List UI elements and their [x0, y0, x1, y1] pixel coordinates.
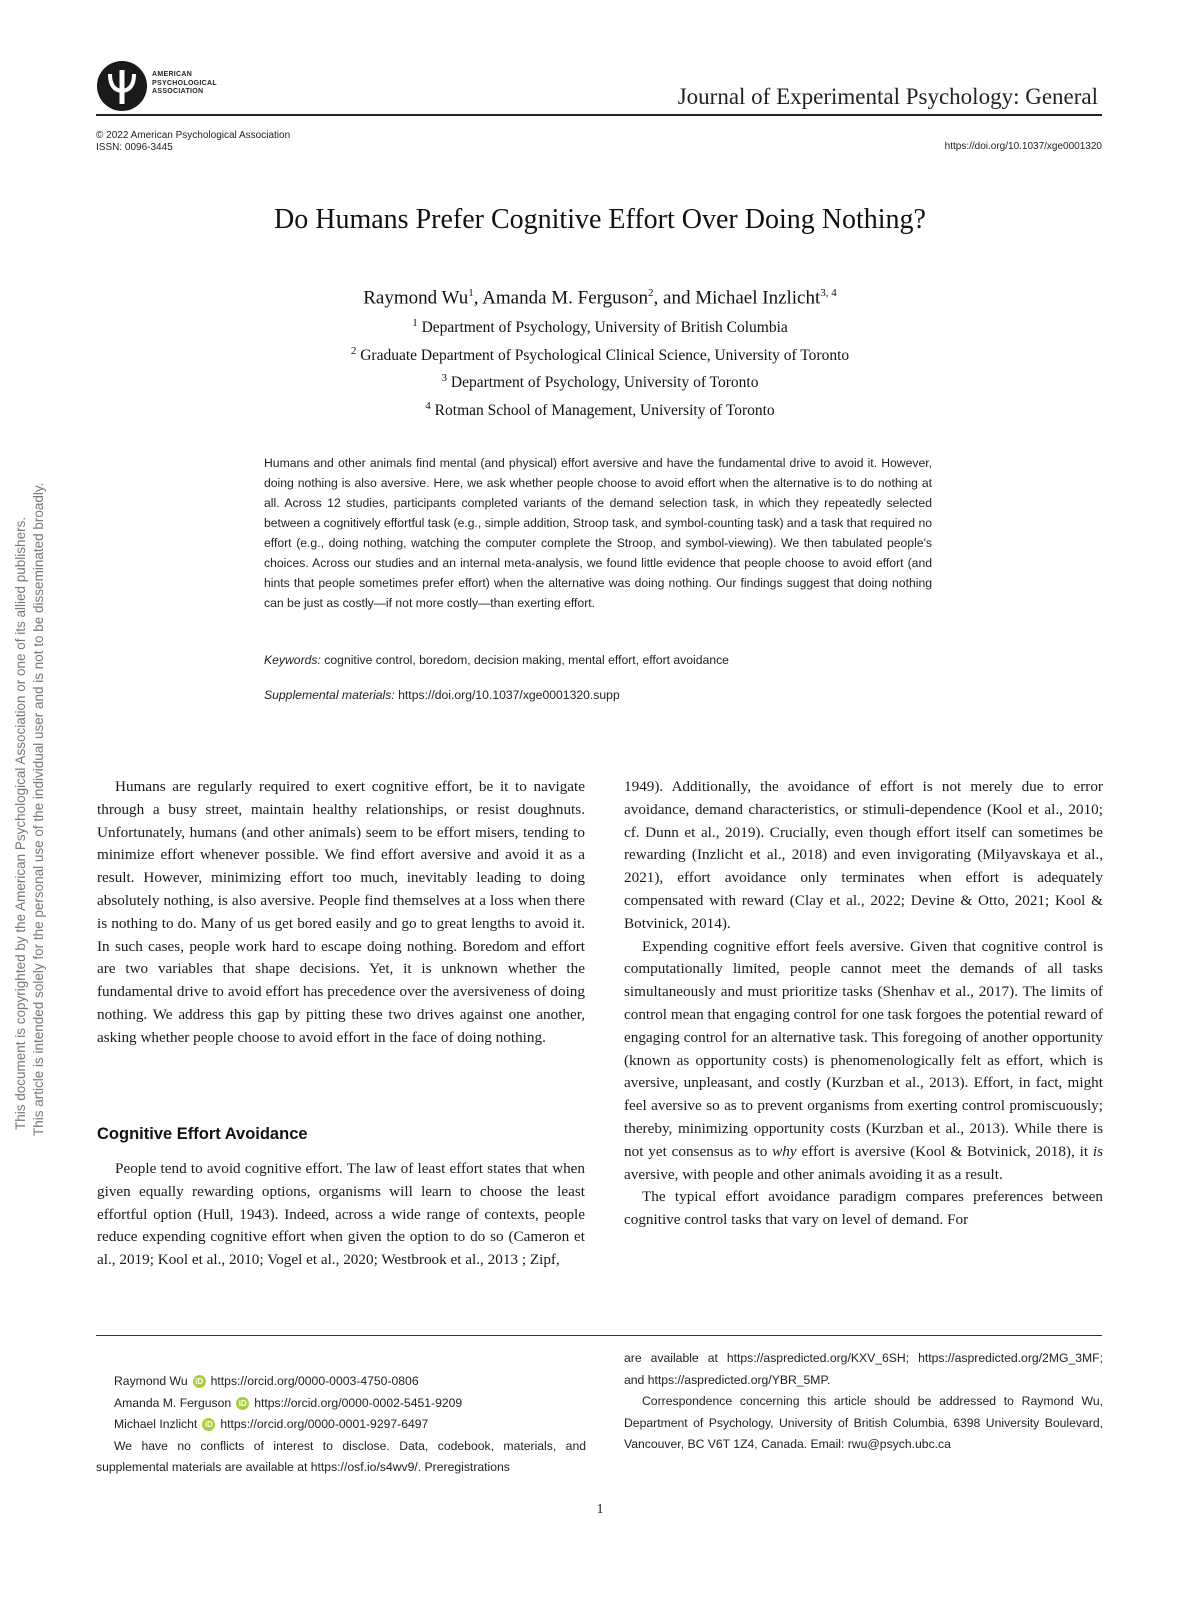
footnote-rule	[96, 1335, 1102, 1336]
author-name: Amanda M. Ferguson	[482, 287, 649, 309]
orcid-author: Michael Inzlicht	[114, 1417, 198, 1431]
orcid-link[interactable]: https://orcid.org/0000-0003-4750-0806	[210, 1374, 419, 1388]
orcid-icon: iD	[236, 1397, 249, 1410]
supplemental-label: Supplemental materials:	[264, 688, 395, 702]
right-column	[624, 776, 1103, 1232]
logo-line-3: ASSOCIATION	[152, 88, 204, 95]
sidebar-line-2: This article is intended solely for the personal use of the individual user and is not to be disseminated broadly.	[31, 482, 46, 1136]
orcid-icon: iD	[193, 1375, 206, 1388]
text-span: effort is aversive (Kool & Botvinick, 2018), it	[796, 1142, 1093, 1160]
section-paragraph: People tend to avoid cognitive effort. The law of least effort states that when given equally rewarding options, organisms will learn to choose the least effortful option (Hull, 1943). Indeed, across a wide range of contexts, people reduce expending cognitive effort when given the option to do so (Cameron et al., 2019; Kool et al., 2010; Vogel et al., 2020; Westbrook et al., 2013 ; Zipf,	[97, 1160, 585, 1269]
right-paragraph-1: 1949). Additionally, the avoidance of effort is not merely due to error avoidance, demand characteristics, or stimuli-dependence (Kool et al., 2010; cf. Dunn et al., 2019). Crucially, even though effort itself can sometimes be rewarding (Inzlicht et al., 2018) and even invigorating (Milyavskaya et al., 2021), effort avoidance only terminates when effort is adequately compensated with reward (Clay et al., 2022; Devine & Otto, 2021; Kool & Botvinick, 2014).	[624, 778, 1103, 932]
logo-line-2: PSYCHOLOGICAL	[152, 79, 217, 87]
author-sep: , and	[653, 287, 696, 309]
prereg-note: are available at https://aspredicted.org/KXV_6SH; https://aspredicted.org/2MG_3MF; and https://aspredicted.org/YBR_5MP.	[624, 1351, 1103, 1387]
copyright-sidebar	[0, 0, 60, 1600]
apa-logo	[96, 60, 246, 116]
header-rule	[96, 114, 1102, 116]
orcid-row	[96, 1414, 586, 1436]
keywords-text: cognitive control, boredom, decision making, mental effort, effort avoidance	[324, 653, 729, 667]
orcid-icon: iD	[202, 1418, 215, 1431]
affiliation	[0, 340, 1200, 368]
affiliation-sup: 1	[412, 317, 418, 329]
orcid-author: Raymond Wu	[114, 1374, 188, 1388]
apa-logo-text	[152, 71, 217, 97]
affiliation	[0, 367, 1200, 395]
affiliation-text: Department of Psychology, University of Toronto	[450, 374, 759, 392]
orcid-link[interactable]: https://orcid.org/0000-0001-9297-6497	[220, 1417, 429, 1431]
affiliation-sup: 2	[350, 344, 357, 357]
left-column-section	[97, 1158, 585, 1272]
keywords	[264, 653, 932, 667]
orcid-author: Amanda M. Ferguson	[114, 1395, 232, 1410]
supplemental-materials	[264, 688, 932, 702]
text-span: Expending cognitive effort feels aversive. Given that cognitive control is computationally limited, people cannot meet the demands of all tasks simultaneously and must prioritize tasks (Shenhav et al., 2017). The limits of control mean that engaging control for one task forgoes the potential reward of engaging control for an alternative task. This foregoing of another opportunity (known as opportunity costs) is phenomenologically felt as effort, which is aversive, unpleasant, and costly (Kurzban et al., 2013). Effort, in fact, might feel aversive so as to prevent organisms from exerting control promiscuously; thereby, minimizing opportunity costs (Kurzban et al., 2013). While there is not yet consensus as to	[624, 937, 1103, 1160]
author-list	[0, 287, 1200, 309]
intro-paragraph: Humans are regularly required to exert cognitive effort, be it to navigate through a busy street, maintain healthy relationships, or resist doughnuts. Unfortunately, humans (and other animals) seem to be effort misers, tending to minimize effort whenever possible. We find effort aversive and avoid it as a result. However, minimizing effort too much, inevitably leading to doing absolutely nothing, is also aversive. People find themselves at a loss when there is nothing to do. Many of us get bored easily and go to great lengths to avoid it. In such cases, people work hard to escape doing nothing. Boredom and effort are two variables that shape decisions. Yet, it is unknown whether the fundamental drive to avoid effort has precedence over the aversiveness of doing nothing. We address this gap by pitting these two drives against one another, asking whether people choose to avoid effort in the face of doing nothing.	[97, 778, 585, 1046]
supplemental-link[interactable]: https://doi.org/10.1037/xge0001320.supp	[398, 688, 620, 702]
emphasis: why	[772, 1142, 797, 1160]
copyright-block	[96, 130, 290, 154]
section-heading: Cognitive Effort Avoidance	[97, 1125, 308, 1143]
right-paragraph-2	[624, 936, 1103, 1187]
journal-name: Journal of Experimental Psychology: General	[677, 84, 1098, 109]
issn-text: ISSN: 0096-3445	[96, 142, 173, 153]
correspondence-note: Correspondence concerning this article should be addressed to Raymond Wu, Department of Psychology, University of British Columbia, 6398 University Boulevard, Vancouver, BC V6T 1Z4, Canada. Email: rwu@psych.ubc.ca	[624, 1394, 1103, 1451]
apa-psi-icon	[96, 60, 148, 112]
copyright-text: © 2022 American Psychological Association	[96, 130, 291, 141]
author-sup: 2	[648, 287, 654, 299]
paper-title: Do Humans Prefer Cognitive Effort Over Doing Nothing?	[274, 204, 926, 235]
affiliation	[0, 395, 1200, 423]
affiliation-text: Rotman School of Management, University of Toronto	[434, 402, 775, 420]
logo-line-1: AMERICAN	[152, 71, 193, 78]
affiliation-list	[0, 312, 1200, 423]
text-span: aversive, with people and other animals avoiding it as a result.	[624, 1165, 1003, 1183]
right-paragraph-3: The typical effort avoidance paradigm compares preferences between cognitive control tasks that vary on level of demand. For	[624, 1188, 1103, 1229]
orcid-row	[96, 1371, 586, 1393]
emphasis: is	[1092, 1142, 1104, 1160]
left-column-intro	[97, 776, 585, 1050]
author-sup: 3, 4	[820, 287, 837, 299]
author-sep: ,	[473, 287, 483, 309]
affiliation-sup: 4	[425, 399, 431, 412]
page-number: 1	[596, 1502, 604, 1517]
keywords-label: Keywords:	[264, 653, 321, 667]
footnotes-right	[624, 1348, 1103, 1456]
abstract: Humans and other animals find mental (and physical) effort aversive and have the fundamental drive to avoid it. However, doing nothing is also aversive. Here, we ask whether people choose to avoid effort when the alternative is to do nothing at all. Across 12 studies, participants completed variants of the demand selection task, in which they repeatedly selected between a cognitively effortful task (e.g., simple addition, Stroop task, and symbol-counting task) and a task that required no effort (e.g., doing nothing, watching the computer complete the Stroop, and symbol-viewing). We then tabulated people's choices. Across our studies and an internal meta-analysis, we found little evidence that people choose to avoid effort (and hints that people sometimes prefer effort) when the alternative was doing nothing. Our findings suggest that doing nothing can be just as costly—if not more costly—than exerting effort.	[264, 456, 932, 610]
affiliation	[0, 312, 1200, 340]
affiliation-sup: 3	[441, 372, 448, 385]
doi-link[interactable]: https://doi.org/10.1037/xge0001320	[944, 141, 1102, 152]
sidebar-line-1: This document is copyrighted by the American Psychological Association or one of its allied publishers.	[13, 516, 28, 1130]
author-name: Michael Inzlicht	[695, 287, 821, 309]
affiliation-text: Graduate Department of Psychological Clinical Science, University of Toronto	[360, 346, 850, 364]
footnotes-left	[96, 1371, 586, 1479]
author-name: Raymond Wu	[363, 287, 469, 309]
conflicts-note: We have no conflicts of interest to disclose. Data, codebook, materials, and supplemental materials are available at https://osf.io/s4wv9/. Preregistrations	[96, 1438, 586, 1474]
author-sup: 1	[468, 287, 474, 299]
orcid-row	[96, 1393, 586, 1415]
orcid-link[interactable]: https://orcid.org/0000-0002-5451-9209	[254, 1395, 463, 1410]
affiliation-text: Department of Psychology, University of British Columbia	[421, 319, 788, 337]
